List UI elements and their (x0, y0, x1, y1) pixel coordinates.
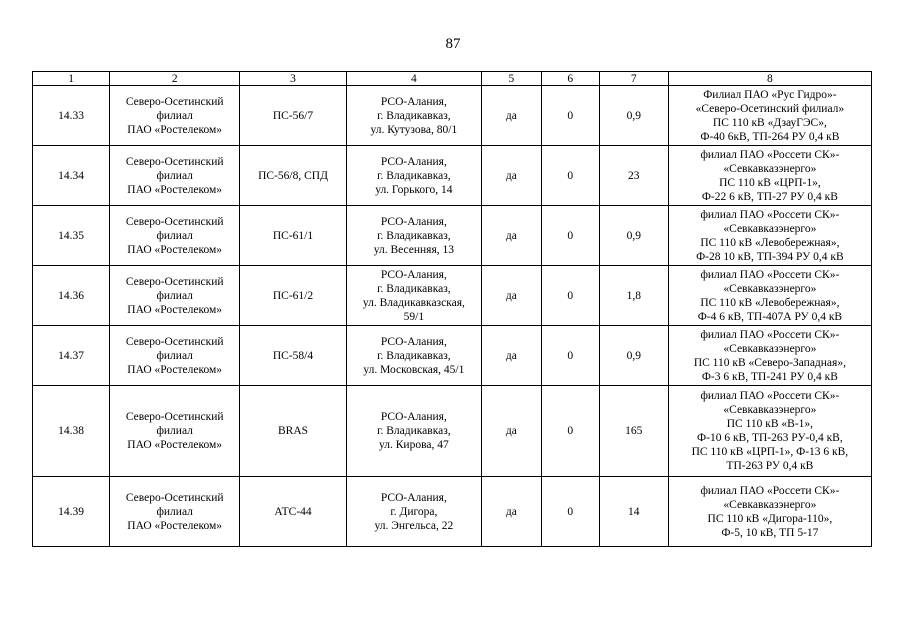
col5-cell: да (481, 206, 541, 266)
cell-line: РСО-Алания, (380, 215, 447, 228)
address-cell (346, 206, 481, 266)
cell-line: ул. Кирова, 47 (379, 439, 449, 451)
cell-line: Ф-28 10 кВ, ТП-394 РУ 0,4 кВ (696, 250, 844, 263)
source-cell (668, 206, 871, 266)
col7-cell: 14 (599, 477, 668, 547)
cell-line: «Севкавказэнерго» (723, 498, 817, 511)
col6-cell: 0 (541, 86, 599, 146)
cell-line: «Севкавказэнерго» (723, 404, 817, 416)
row-number-cell: 14.36 (33, 266, 110, 326)
table-row (33, 477, 872, 547)
cell-line: г. Владикавказ, (377, 349, 451, 362)
cell-line: Северо-Осетинский (125, 491, 224, 504)
source-cell (668, 386, 871, 477)
col5-cell: да (481, 386, 541, 477)
cell-line: ПС 110 кВ «Левобережная», (700, 296, 840, 309)
object-cell: ПС-58/4 (240, 326, 347, 386)
organization-cell (110, 206, 240, 266)
organization-cell (110, 86, 240, 146)
cell-line: ПС 110 кВ «ЦРП-1», Ф-13 6 кВ, (691, 446, 849, 458)
cell-line: ПС 110 кВ «В-1», (726, 418, 814, 430)
cell-line: РСО-Алания, (380, 95, 447, 108)
object-cell: BRAS (240, 386, 347, 477)
col5-cell: да (481, 326, 541, 386)
cell-line: филиал ПАО «Россети СК»- (700, 148, 840, 161)
col5-cell: да (481, 266, 541, 326)
object-cell: ПС-61/2 (240, 266, 347, 326)
cell-line: филиал ПАО «Россети СК»- (700, 268, 840, 281)
cell-line: филиал (156, 169, 193, 182)
cell-line: ПС 110 кВ «ЦРП-1», (719, 176, 821, 189)
cell-line: филиал ПАО «Россети СК»- (700, 390, 840, 402)
cell-line: филиал ПАО «Россети СК»- (700, 328, 840, 341)
row-number-cell: 14.34 (33, 146, 110, 206)
column-header: 3 (240, 72, 347, 86)
col7-cell: 0,9 (599, 326, 668, 386)
col6-cell: 0 (541, 146, 599, 206)
col5-cell: да (481, 86, 541, 146)
cell-line: «Северо-Осетинский филиал» (695, 102, 845, 115)
col5-cell: да (481, 146, 541, 206)
cell-line: ПАО «Ростелеком» (127, 519, 223, 532)
col6-cell: 0 (541, 206, 599, 266)
cell-line: ул. Кутузова, 80/1 (370, 123, 458, 136)
data-table (32, 71, 872, 547)
cell-line: ул. Весенняя, 13 (373, 243, 454, 256)
col7-cell: 1,8 (599, 266, 668, 326)
address-cell (346, 477, 481, 547)
cell-line: филиал (156, 425, 193, 437)
cell-line: РСО-Алания, (380, 411, 447, 423)
object-cell: АТС-44 (240, 477, 347, 547)
col7-cell: 23 (599, 146, 668, 206)
cell-line: «Севкавказэнерго» (723, 162, 817, 175)
cell-line: РСО-Алания, (380, 155, 447, 168)
cell-line: Ф-3 6 кВ, ТП-241 РУ 0,4 кВ (701, 370, 838, 383)
column-header: 1 (33, 72, 110, 86)
column-header: 6 (541, 72, 599, 86)
row-number-cell: 14.39 (33, 477, 110, 547)
cell-line: ПС 110 кВ «Левобережная», (700, 236, 840, 249)
cell-line: Ф-10 6 кВ, ТП-263 РУ-0,4 кВ, (697, 432, 843, 444)
cell-line: РСО-Алания, (380, 268, 447, 281)
col6-cell: 0 (541, 477, 599, 547)
cell-line: ул. Горького, 14 (375, 183, 453, 196)
column-header: 4 (346, 72, 481, 86)
cell-line: Ф-5, 10 кВ, ТП 5-17 (721, 526, 819, 539)
cell-line: «Севкавказэнерго» (723, 342, 817, 355)
cell-line: г. Владикавказ, (377, 109, 451, 122)
cell-line: ПС 110 кВ «Северо-Западная», (693, 356, 846, 369)
address-cell (346, 146, 481, 206)
object-cell: ПС-61/1 (240, 206, 347, 266)
cell-line: 59/1 (403, 310, 425, 323)
source-cell (668, 266, 871, 326)
header-row (33, 72, 872, 86)
cell-line: Северо-Осетинский (125, 335, 224, 348)
table-row (33, 86, 872, 146)
source-cell (668, 477, 871, 547)
col7-cell: 0,9 (599, 206, 668, 266)
address-cell (346, 326, 481, 386)
object-cell: ПС-56/8, СПД (240, 146, 347, 206)
organization-cell (110, 146, 240, 206)
col6-cell: 0 (541, 266, 599, 326)
cell-line: г. Владикавказ, (377, 169, 451, 182)
organization-cell (110, 326, 240, 386)
cell-line: ПС 110 кВ «Дигора-110», (707, 512, 833, 525)
col7-cell: 0,9 (599, 86, 668, 146)
col6-cell: 0 (541, 326, 599, 386)
table-row (33, 386, 872, 477)
cell-line: ПАО «Ростелеком» (127, 363, 223, 376)
cell-line: Северо-Осетинский (125, 275, 224, 288)
object-cell: ПС-56/7 (240, 86, 347, 146)
source-cell (668, 326, 871, 386)
cell-line: филиал (156, 349, 193, 362)
cell-line: филиал (156, 505, 193, 518)
cell-line: Филиал ПАО «Рус Гидро»- (703, 88, 837, 101)
cell-line: «Севкавказэнерго» (723, 222, 817, 235)
table-body (33, 86, 872, 547)
address-cell (346, 266, 481, 326)
row-number-cell: 14.35 (33, 206, 110, 266)
cell-line: ул. Энгельса, 22 (374, 519, 454, 532)
cell-line: ПАО «Ростелеком» (127, 439, 223, 451)
row-number-cell: 14.33 (33, 86, 110, 146)
cell-line: филиал (156, 289, 193, 302)
organization-cell (110, 477, 240, 547)
cell-line: «Севкавказэнерго» (723, 282, 817, 295)
cell-line: ПАО «Ростелеком» (127, 183, 223, 196)
cell-line: Ф-22 6 кВ, ТП-27 РУ 0,4 кВ (701, 190, 838, 203)
table-row (33, 326, 872, 386)
page-number: 87 (445, 36, 461, 52)
address-cell (346, 86, 481, 146)
cell-line: филиал ПАО «Россети СК»- (700, 208, 840, 221)
table-row (33, 266, 872, 326)
row-number-cell: 14.37 (33, 326, 110, 386)
organization-cell (110, 386, 240, 477)
organization-cell (110, 266, 240, 326)
cell-line: ТП-263 РУ 0,4 кВ (726, 460, 814, 472)
cell-line: ПС 110 кВ «ДзауГЭС», (712, 116, 827, 129)
column-header: 7 (599, 72, 668, 86)
cell-line: ул. Московская, 45/1 (363, 363, 465, 376)
column-header: 8 (668, 72, 871, 86)
row-number-cell: 14.38 (33, 386, 110, 477)
table-row (33, 206, 872, 266)
cell-line: филиал (156, 109, 193, 122)
cell-line: г. Владикавказ, (377, 282, 451, 295)
cell-line: филиал (156, 229, 193, 242)
address-cell (346, 386, 481, 477)
col5-cell: да (481, 477, 541, 547)
cell-line: г. Владикавказ, (377, 425, 451, 437)
cell-line: РСО-Алания, (380, 491, 447, 504)
cell-line: Ф-4 6 кВ, ТП-407А РУ 0,4 кВ (697, 310, 843, 323)
source-cell (668, 86, 871, 146)
table-row (33, 146, 872, 206)
cell-line: Северо-Осетинский (125, 215, 224, 228)
source-cell (668, 146, 871, 206)
cell-line: г. Владикавказ, (377, 229, 451, 242)
cell-line: ПАО «Ростелеком» (127, 303, 223, 316)
cell-line: РСО-Алания, (380, 335, 447, 348)
cell-line: Северо-Осетинский (125, 411, 224, 423)
cell-line: ПАО «Ростелеком» (127, 123, 223, 136)
cell-line: филиал ПАО «Россети СК»- (700, 484, 840, 497)
cell-line: Северо-Осетинский (125, 155, 224, 168)
cell-line: г. Дигора, (390, 505, 438, 518)
column-header: 5 (481, 72, 541, 86)
cell-line: Ф-40 6кВ, ТП-264 РУ 0,4 кВ (700, 130, 840, 143)
cell-line: ПАО «Ростелеком» (127, 243, 223, 256)
cell-line: Северо-Осетинский (125, 95, 224, 108)
col6-cell: 0 (541, 386, 599, 477)
col7-cell: 165 (599, 386, 668, 477)
column-header: 2 (110, 72, 240, 86)
cell-line: ул. Владикавказская, (362, 296, 465, 309)
